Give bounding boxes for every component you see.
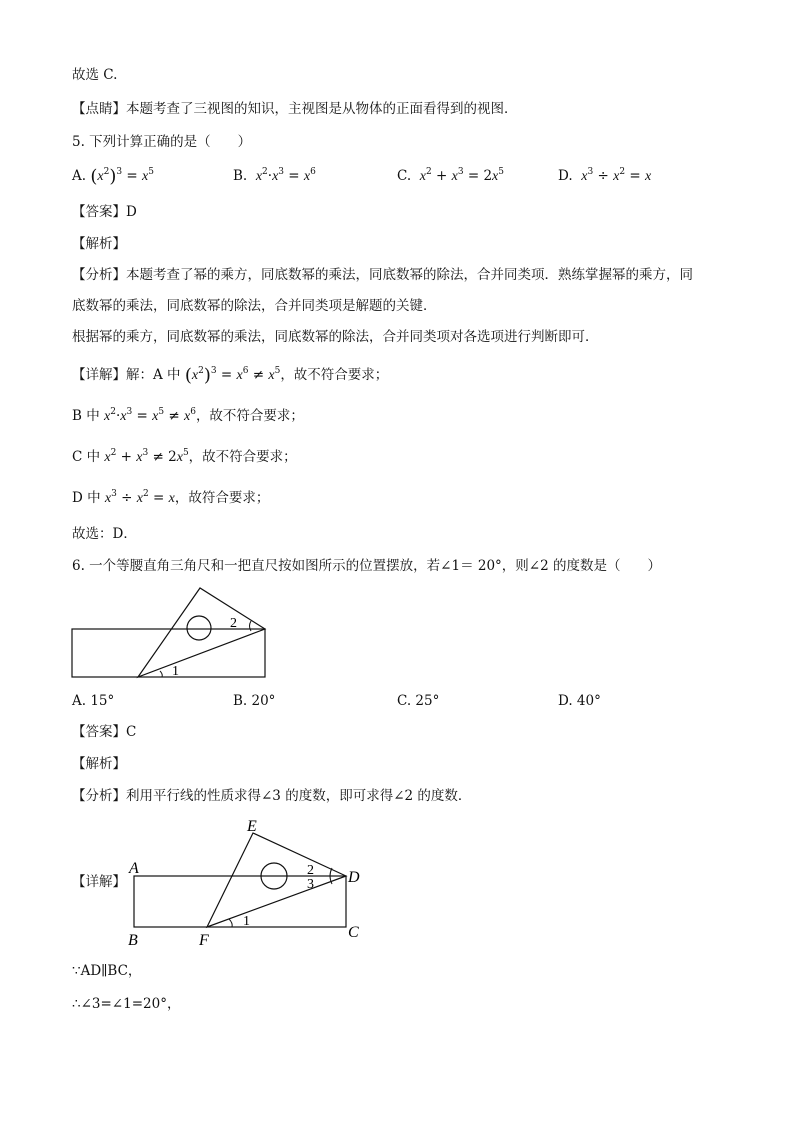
xiangjie-a-pre: 解：A 中	[126, 367, 181, 383]
q5-option-a-label: A.	[72, 168, 87, 184]
angle-1-arc	[160, 671, 162, 677]
fenxi-6-text: 利用平行线的性质求得∠3 的度数，即可求得∠2 的度数．	[126, 788, 472, 804]
angle-2-arc	[250, 621, 252, 631]
dianjing-text: 本题考查了三视图的知识，主视图是从物体的正面看得到的视图．	[126, 101, 518, 117]
point-C: C	[348, 924, 359, 941]
fig1-label-2: 2	[230, 616, 237, 631]
q6-option-c: C. 25°	[397, 693, 440, 709]
xiangjie-b-pre: B 中	[72, 408, 100, 424]
xiangjie-d-post: ，故符合要求；	[174, 490, 270, 506]
fenxi-6-tag: 【分析】	[72, 788, 126, 804]
xiangjie-b-post: ，故不符合要求；	[195, 408, 304, 424]
since-line: ∵AD∥BC，	[72, 963, 142, 979]
line-conclusion-c: 故选 C.	[72, 67, 118, 83]
therefore-line: ∴∠3=∠1=20°，	[72, 996, 181, 1012]
jiexi-6: 【解析】	[72, 756, 126, 772]
figure-1	[70, 585, 270, 680]
answer-6-value: C	[126, 724, 137, 740]
fenxi-5-tag: 【分析】	[72, 267, 126, 283]
point-F: F	[199, 932, 209, 949]
q6-option-b: B. 20°	[233, 693, 276, 709]
question-6: 6. 一个等腰直角三角尺和一把直尺按如图所示的位置摆放，若∠1＝ 20°，则∠2 的度数是（ ）	[72, 558, 661, 574]
question-5: 5. 下列计算正确的是（ ）	[72, 134, 252, 150]
triangle-efd	[207, 833, 346, 927]
answer-5-tag: 【答案】	[72, 204, 126, 220]
fenxi-5-text-a: 本题考查了幂的乘方，同底数幂的乘法，同底数幂的除法，合并同类项．熟练掌握幂的乘方，同	[126, 267, 693, 283]
conclusion-5: 故选：D．	[72, 526, 137, 542]
q5-option-d: D. $x^3 \div x^2 = x$	[558, 167, 652, 184]
xiangjie-c-pre: C 中	[72, 449, 101, 465]
q5-option-c: C. $x^2 + x^3 = 2x^5$	[397, 167, 504, 184]
answer-5-value: D	[126, 204, 137, 220]
q5-option-b: B. $x^2\cdot x^3 = x^6$	[233, 167, 316, 184]
fenxi-5-line-3: 根据幂的乘方，同底数幂的乘法，同底数幂的除法，合并同类项对各选项进行判断即可．	[72, 329, 599, 345]
xiangjie-d-pre: D 中	[72, 490, 101, 506]
answer-6-tag: 【答案】	[72, 724, 126, 740]
triangle-hole	[187, 616, 211, 640]
point-A: A	[129, 860, 139, 877]
xiangjie-c-line: C 中 $x^2 + x^3 \ne 2x^5$，故不符合要求；	[72, 448, 297, 465]
dianjing-line	[72, 100, 518, 118]
fig2-label-3: 3	[307, 877, 314, 892]
ruler-rect	[72, 629, 265, 677]
xiangjie-tag: 【详解】	[72, 367, 126, 383]
fenxi-5-line-2: 底数幂的乘法，同底数幂的除法，合并同类项是解题的关键．	[72, 298, 437, 314]
fig2-label-1: 1	[243, 914, 250, 929]
xiangjie-6-tag: 【详解】	[72, 874, 126, 890]
xiangjie-a-post: ，故不符合要求；	[280, 367, 389, 383]
q6-option-d: D. 40°	[558, 693, 601, 709]
fig1-label-1: 1	[172, 664, 179, 679]
figure-2	[125, 815, 370, 950]
q5-option-a: A. $(x^2)^3 = x^5$	[72, 166, 154, 187]
ruler-rect-abcd	[134, 876, 346, 927]
xiangjie-a-line: 【详解】解：A 中 $(x^2)^3 = x^6 \ne x^5$，故不符合要求；	[72, 365, 389, 386]
angle-1-arc-2	[229, 919, 232, 927]
point-B: B	[128, 932, 138, 949]
q5-option-c-label: C.	[397, 168, 412, 184]
point-E: E	[247, 818, 257, 835]
xiangjie-d-line: D 中 $x^3 \div x^2 = x$，故符合要求；	[72, 489, 270, 506]
fenxi-5-line-1	[72, 266, 693, 284]
q5-option-b-label: B.	[233, 168, 248, 184]
point-D: D	[348, 869, 360, 886]
xiangjie-b-line: B 中 $x^2\cdot x^3 = x^5 \ne x^6$，故不符合要求；	[72, 407, 304, 424]
dianjing-tag: 【点睛】	[72, 101, 126, 117]
answer-5	[72, 203, 137, 221]
answer-6	[72, 723, 136, 741]
q5-option-d-label: D.	[558, 168, 573, 184]
triangle-ruler	[138, 588, 265, 677]
jiexi-5: 【解析】	[72, 236, 126, 252]
q6-option-a: A. 15°	[72, 693, 115, 709]
fenxi-6-line	[72, 787, 471, 805]
xiangjie-c-post: ，故不符合要求；	[188, 449, 297, 465]
fig2-label-2: 2	[307, 863, 314, 878]
